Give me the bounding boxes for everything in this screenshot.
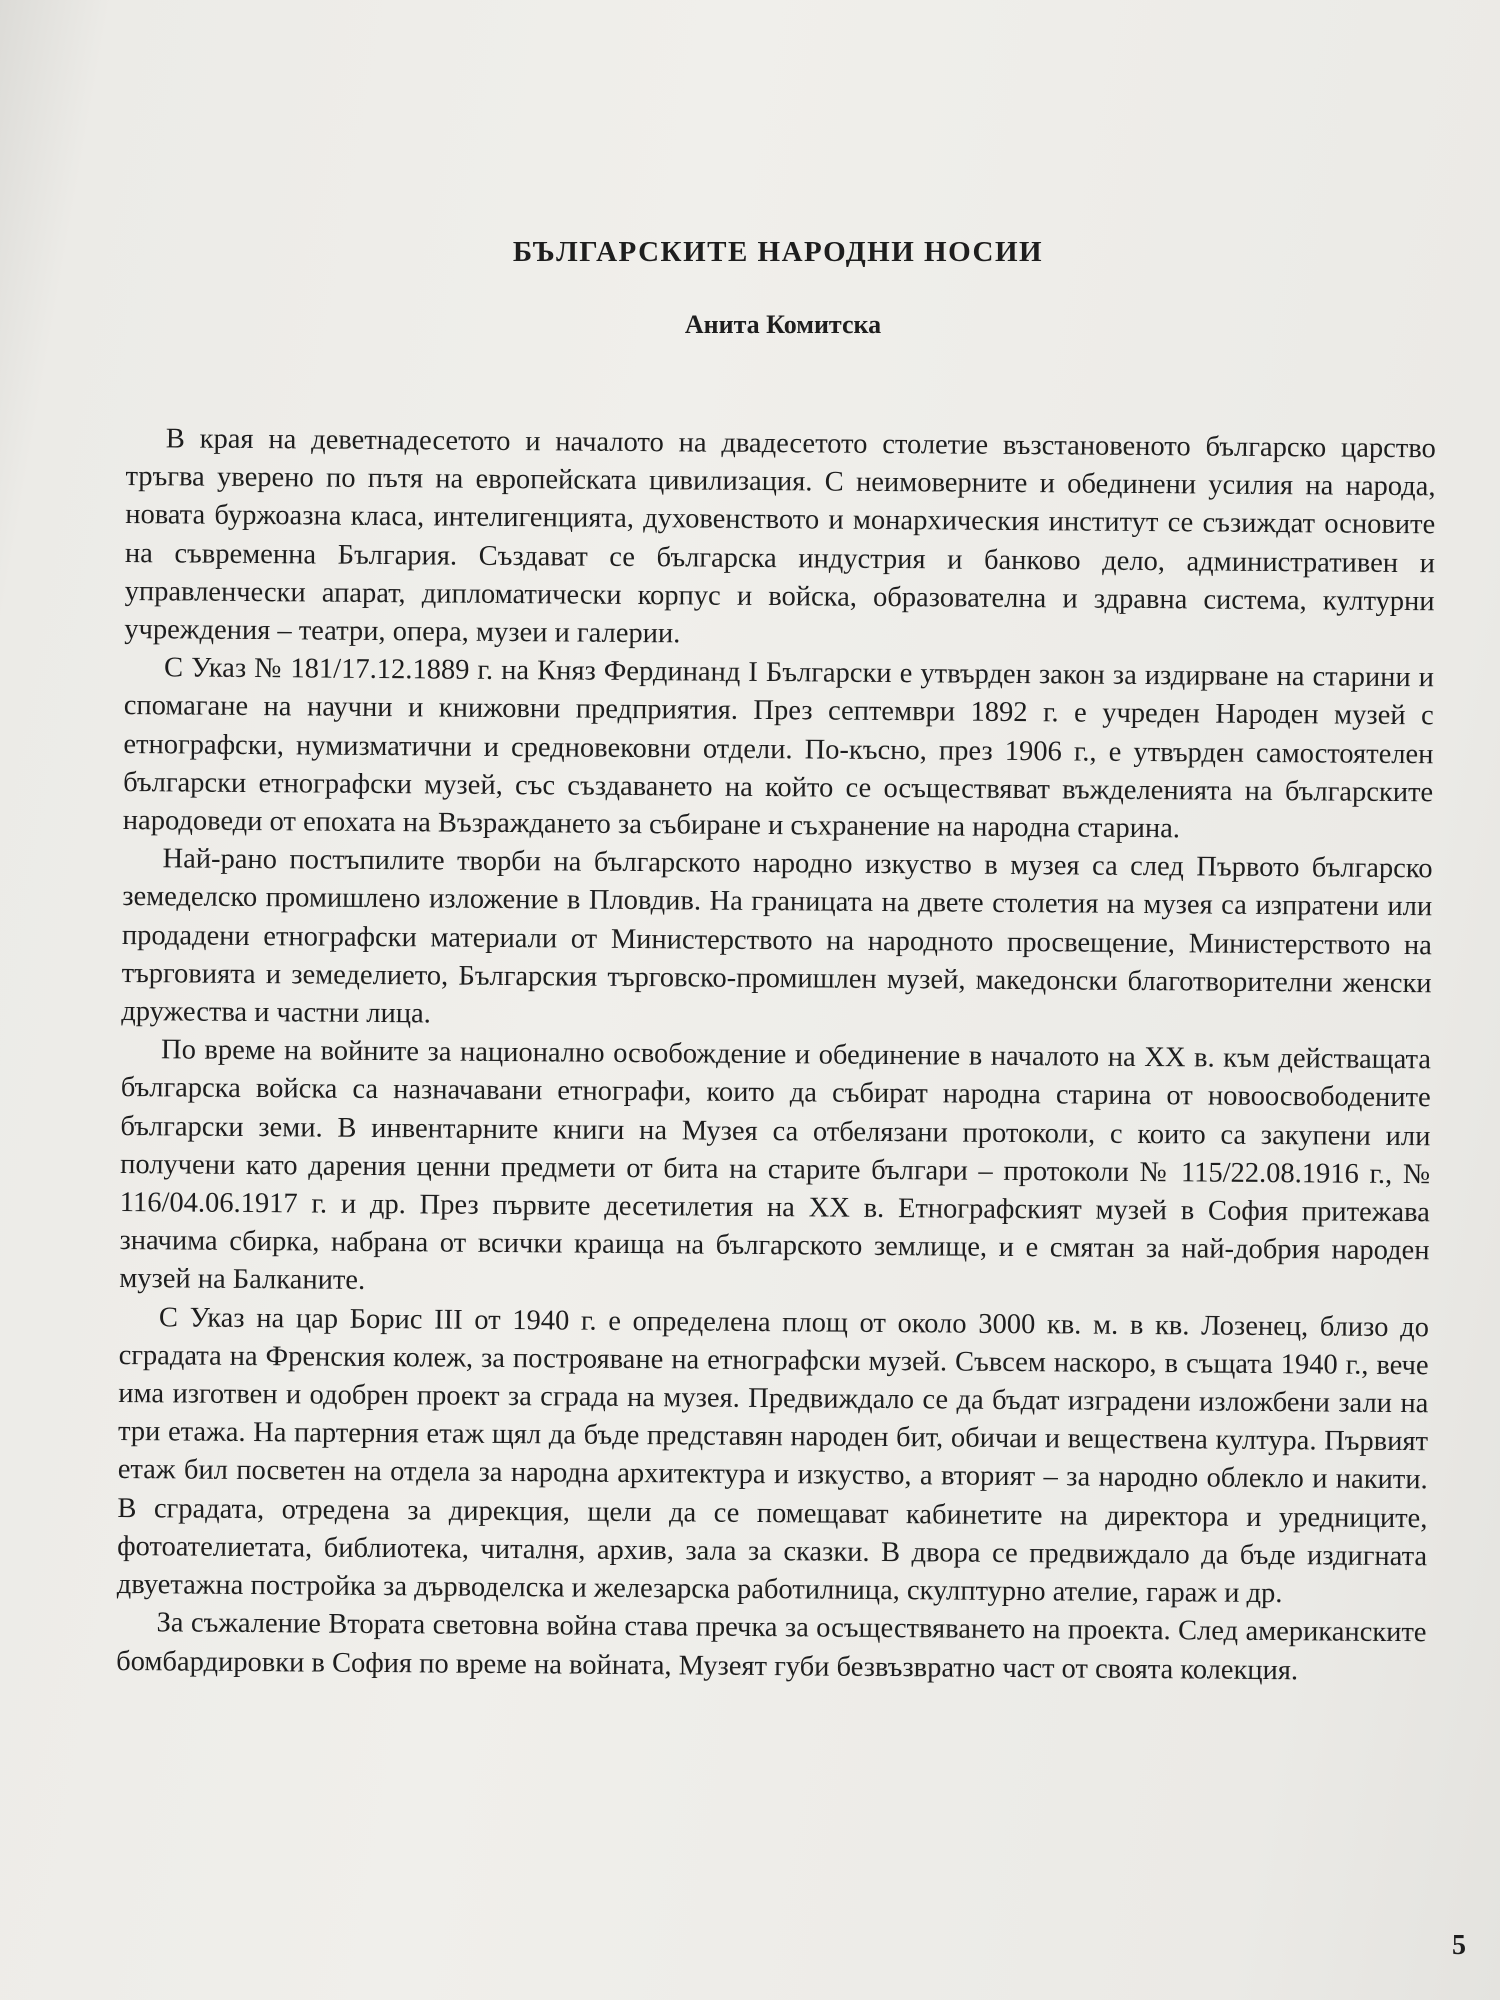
paragraph-5: С Указ на цар Борис III от 1940 г. е определена площ от около 3000 кв. м. в кв. Лозенец, близо до сградата на Френския колеж, за построяване на етнографски музей. Съвсем наскоро, в същата 1940 г., вече има изготвен и одобрен проект за сграда на музея. Предвиждало се да бъдат изградени изложбени зали на три етажа. На партерния етаж щял да бъде представян народен бит, обичаи и веществена култура. Първият етаж бил посветен на отдела за народна архитектура и изкуство, а вторият – за народно облекло и накити. В сградата, отредена за дирекция, щели да се помещават кабинетите на директора и уредниците, фотоателиетата, библиотека, читалня, архив, зала за сказки. В двора се предвиждало да бъде издигната двуетажна постройка за дърводелска и железарска работилница, скулптурно ателие, гараж и др. xyxy=(116,1301,1430,1610)
paragraph-4: По време на войните за национално освобождение и обединение в началото на XX в. към действащата българска войска са назначавани етнографи, които да събират народна старина от новоосвободените български земи. В инвентарните книги на Музея са отбелязани протоколи, с които са закупени или получени като дарения ценни предмети от бита на старите българи – протоколи № 115/22.08.1916 г., № 116/04.06.1917 г. и др. През първите десетилетия на XX в. Етнографският музей в София притежава значима сбирка, набрана от всички краища на българското землище, и е смятан за най-добрия народен музей на Балканите. xyxy=(119,1034,1432,1297)
article-title: БЪЛГАРСКИТЕ НАРОДНИ НОСИИ xyxy=(512,236,1044,268)
paragraph-6: За съжаление Втората световна война става пречка за осъществяването на проекта. След американските бомбардировки в София по време на войната, Музеят губи безвъзвратно част от своята колекция. xyxy=(116,1607,1427,1686)
paragraph-3: Най-рано постъпилите творби на българското народно изкуство в музея са след Първото българско земеделско промишлено изложение в Пловдив. На границата на двете столетия на музея са изпратени или продадени етнографски материали от Министерството на народното просвещение, Министерството на търговията и земеделието, Българския търговско-промишлен музей, македонски благотворителни женски дружества и частни лица. xyxy=(121,843,1433,1030)
paragraph-1: В края на деветнадесетото и началото на двадесетото столетие възстановеното българско царство тръгва уверено по пътя на европейската цивилизация. С неимоверните и обединени усилия на народа, новата буржоазна класа, интелигенцията, духовенството и монархическия институт се съзиждат основите на съвременна България. Създават се българска индустрия и банково дело, административен и управленчески апарат, дипломатически корпус и войска, образователна и здравна система, културни учреждения – театри, опера, музеи и галерии. xyxy=(124,423,1436,650)
page-number: 5 xyxy=(1452,1930,1466,1961)
paragraph-2: С Указ № 181/17.12.1889 г. на Княз Фердинанд I Български е утвърден закон за издирване на старини и спомагане на научни и книжовни предприятия. През септември 1892 г. е учреден Народен музей с етнографски, нумизматични и средновековни отдели. По-късно, през 1906 г., е утвърден самостоятелен български етнографски музей, със създаването на който се осъществяват въжделенията на българските народоведи от епохата на Възраждането за събиране и съхранение на народна старина. xyxy=(122,652,1435,845)
article-body xyxy=(116,420,1436,1691)
article-author: Анита Комитска xyxy=(684,310,882,339)
